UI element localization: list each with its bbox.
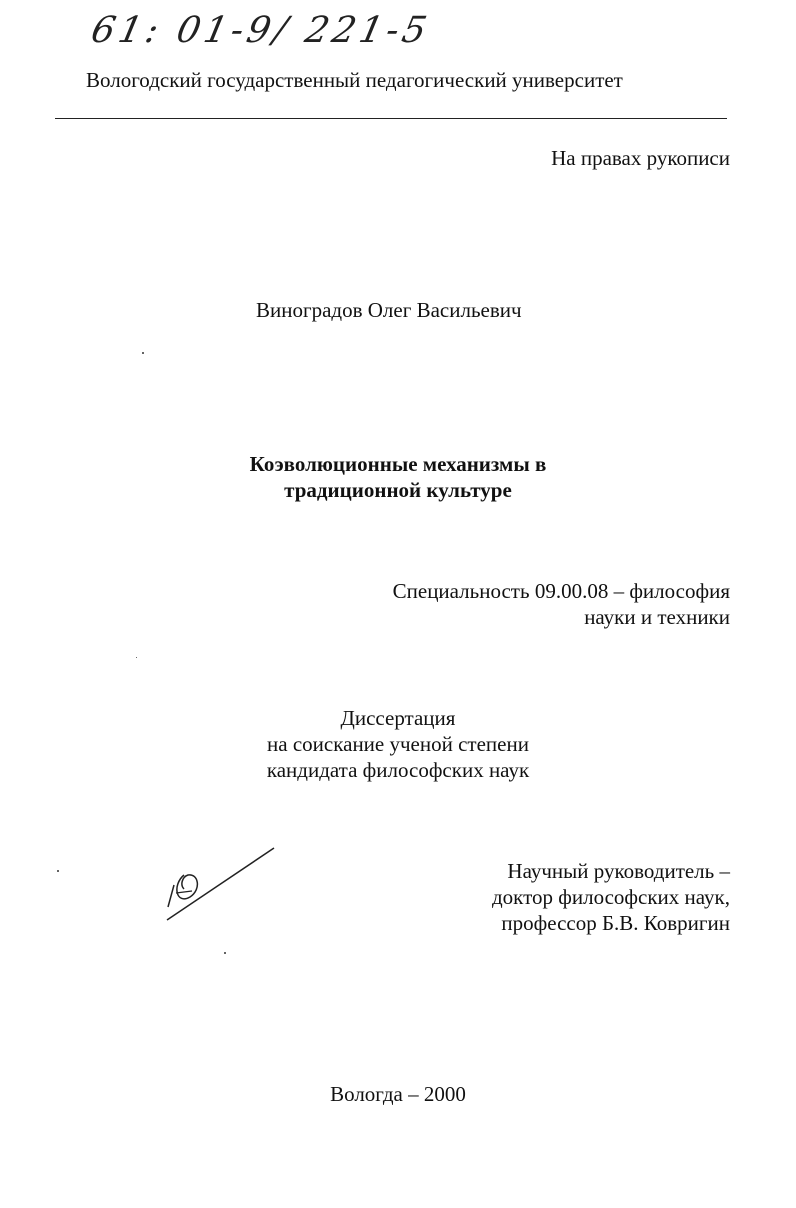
dissertation-title (0, 451, 796, 503)
city-year: Вологда – 2000 (330, 1082, 466, 1106)
title-line-2: традиционной культуре (284, 478, 512, 502)
author-name: Виноградов Олег Васильевич (256, 298, 522, 322)
scan-speck (57, 870, 59, 872)
dissertation-line-3: кандидата философских наук (266, 758, 530, 782)
title-line-1: Коэволюционные механизмы в (249, 452, 547, 476)
specialty-line-2: науки и техники (584, 605, 730, 629)
advisor-line-1: Научный руководитель – (507, 859, 730, 883)
rights-note: На правах рукописи (551, 146, 730, 170)
dissertation-line-1: Диссертация (340, 706, 456, 730)
advisor-line-3: профессор Б.В. Ковригин (501, 911, 730, 935)
dissertation-block (0, 705, 796, 783)
handwritten-archive-mark: 61: 01-9/ 221-5 (87, 10, 434, 51)
university-name: Вологодский государственный педагогический университет (86, 68, 623, 92)
specialty-block (393, 578, 730, 630)
scan-speck (142, 352, 144, 354)
signature-icon (162, 845, 282, 925)
header-divider (55, 118, 727, 119)
advisor-block (492, 858, 730, 936)
dissertation-line-2: на соискание ученой степени (267, 732, 529, 756)
scan-speck (224, 952, 226, 954)
scan-speck (136, 657, 137, 658)
specialty-line-1: Специальность 09.00.08 – философия (392, 579, 730, 603)
advisor-line-2: доктор философских наук, (492, 885, 730, 909)
